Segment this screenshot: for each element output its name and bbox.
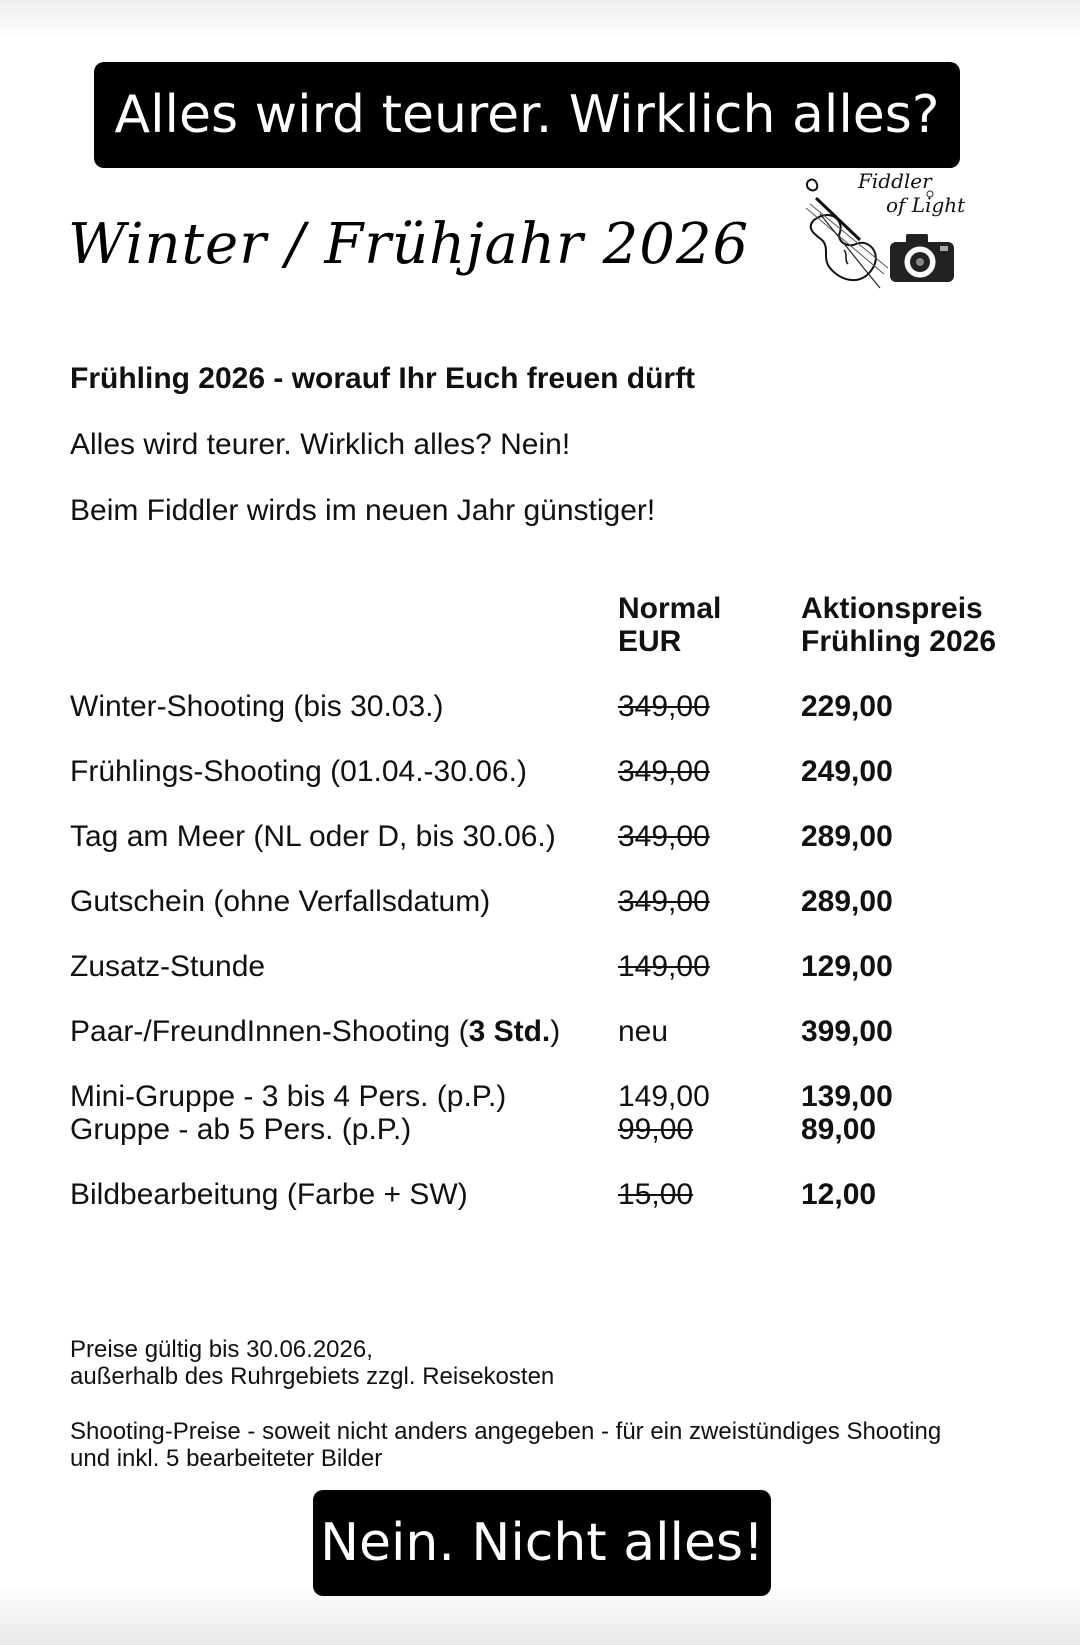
column-header-normal-line1: Normal [618, 592, 722, 625]
promo-price: 129,00 [801, 950, 893, 983]
promo-price: 289,00 [801, 820, 893, 853]
season-title: Winter / Frühjahr 2026 [68, 212, 750, 277]
price-row-label: Zusatz-Stunde [70, 950, 266, 983]
promo-price: 89,00 [801, 1113, 877, 1146]
promo-price: 249,00 [801, 755, 893, 788]
column-header-action-line2: Frühling 2026 [801, 625, 997, 658]
price-row-label [70, 1015, 560, 1048]
price-row-label-prefix: Paar-/FreundInnen-Shooting ( [70, 1015, 469, 1048]
price-row-label-suffix: ) [550, 1015, 561, 1048]
footnote-validity [70, 1336, 554, 1390]
normal-price: neu [618, 1015, 669, 1048]
price-row-label: Mini-Gruppe - 3 bis 4 Pers. (p.P.) [70, 1080, 507, 1113]
logo-text-line2: of Light [886, 193, 966, 217]
violin-camera-logo-icon [800, 168, 996, 308]
footnote-shooting [70, 1418, 941, 1472]
logo-text-line1: Fiddler [858, 169, 932, 193]
column-header-action-line1: Aktionspreis [801, 592, 983, 625]
normal-price: 349,00 [618, 755, 710, 788]
footnote-line: außerhalb des Ruhrgebiets zzgl. Reisekosten [70, 1363, 555, 1390]
footnote-line: Preise gültig bis 30.06.2026, [70, 1336, 373, 1363]
promo-price: 289,00 [801, 885, 893, 918]
column-header-normal-line2: EUR [618, 625, 682, 658]
price-row-label: Bildbearbeitung (Farbe + SW) [70, 1178, 468, 1211]
normal-price: 349,00 [618, 820, 710, 853]
normal-price: 15,00 [618, 1178, 694, 1211]
promo-price: 229,00 [801, 690, 893, 723]
fiddler-of-light-logo [800, 168, 996, 308]
normal-price: 149,00 [618, 950, 710, 983]
top-banner-text: Alles wird teurer. Wirklich alles? [114, 85, 940, 145]
footnote-line: Shooting-Preise - soweit nicht anders angegeben - für ein zweistündiges Shooting [70, 1418, 942, 1445]
promo-price: 139,00 [801, 1080, 893, 1113]
column-header-action [801, 592, 996, 658]
bottom-banner [313, 1490, 771, 1596]
normal-price: 99,00 [618, 1113, 694, 1146]
top-banner [94, 62, 960, 168]
intro-line-1: Alles wird teurer. Wirklich alles? Nein! [70, 428, 571, 461]
bottom-banner-text: Nein. Nicht alles! [320, 1513, 764, 1573]
price-row-label: Tag am Meer (NL oder D, bis 30.06.) [70, 820, 556, 853]
normal-price: 349,00 [618, 690, 710, 723]
section-heading: Frühling 2026 - worauf Ihr Euch freuen dürft [70, 362, 696, 395]
normal-price: 149,00 [618, 1080, 710, 1113]
promo-price: 12,00 [801, 1178, 877, 1211]
price-row-label: Gutschein (ohne Verfallsdatum) [70, 885, 491, 918]
normal-price: 349,00 [618, 885, 710, 918]
price-row-label-bold: 3 Std. [468, 1015, 551, 1048]
price-row-label: Gruppe - ab 5 Pers. (p.P.) [70, 1113, 412, 1146]
price-row-label: Frühlings-Shooting (01.04.-30.06.) [70, 755, 527, 788]
column-header-normal [618, 592, 721, 658]
intro-line-2: Beim Fiddler wirds im neuen Jahr günstiger! [70, 494, 656, 527]
price-row-label: Winter-Shooting (bis 30.03.) [70, 690, 444, 723]
promo-price: 399,00 [801, 1015, 893, 1048]
footnote-line: und inkl. 5 bearbeiteter Bilder [70, 1445, 383, 1472]
